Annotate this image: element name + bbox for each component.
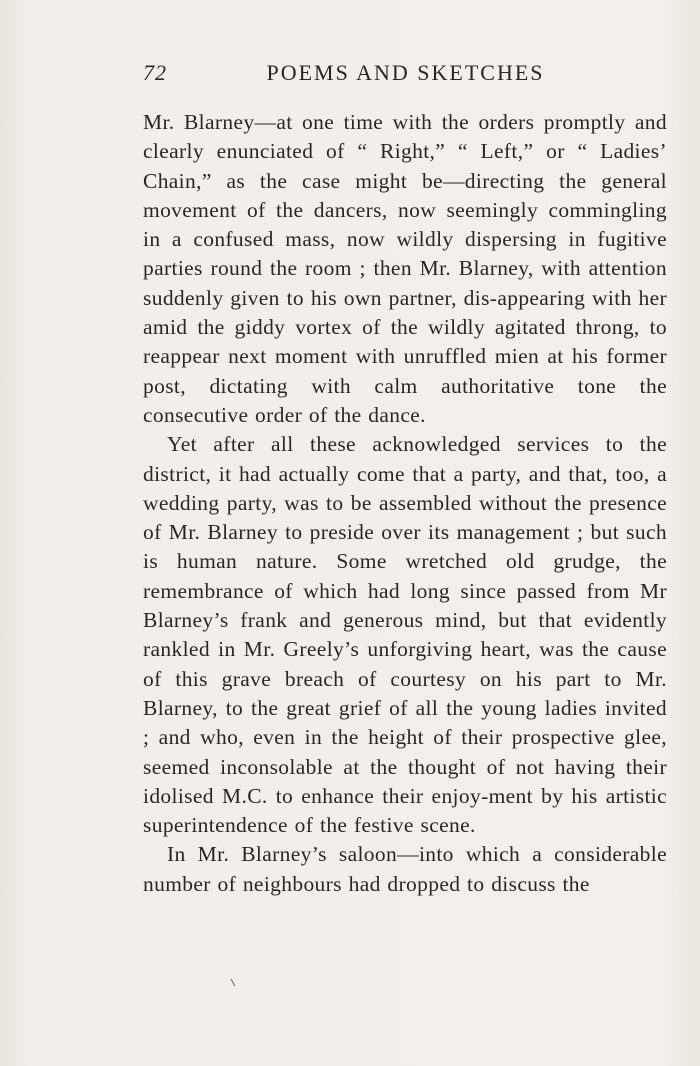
page-header <box>143 60 668 92</box>
body-text <box>143 108 667 899</box>
ink-speck <box>230 978 236 988</box>
paragraph-1: Mr. Blarney—at one time with the orders promptly and clearly enunciated of “ Right,” “ Left,” or “ Ladies’ Chain,” as the case might be—directing the general movement of the dancers, now seemingly commingling in a confused mass, now wildly dispersing in fugitive parties round the room ; then Mr. Blarney, with attention suddenly given to his own partner, dis-appearing with her amid the giddy vortex of the wildly agitated throng, to reappear next moment with unruffled mien at his former post, dictating with calm authoritative tone the consecutive order of the dance. <box>143 110 667 427</box>
paragraph-2: Yet after all these acknowledged services to the district, it had actually come that a party, and that, too, a wedding party, was to be assembled without the presence of Mr. Blarney to preside over its management ; but such is human nature. Some wretched old grudge, the remembrance of which had long since passed from Mr Blarney’s frank and generous mind, but that evidently rankled in Mr. Greely’s unforgiving heart, was the cause of this grave breach of courtesy on his part to Mr. Blarney, to the great grief of all the young ladies invited ; and who, even in the height of their prospective glee, seemed inconsolable at the thought of not having their idolised M.C. to enhance their enjoy-ment by his artistic superintendence of the festive scene. <box>143 432 667 838</box>
running-title: POEMS AND SKETCHES <box>266 60 545 85</box>
page-number: 72 <box>143 60 167 85</box>
paragraph-3: In Mr. Blarney’s saloon—into which a considerable number of neighbours had dropped to discuss the <box>143 842 667 896</box>
